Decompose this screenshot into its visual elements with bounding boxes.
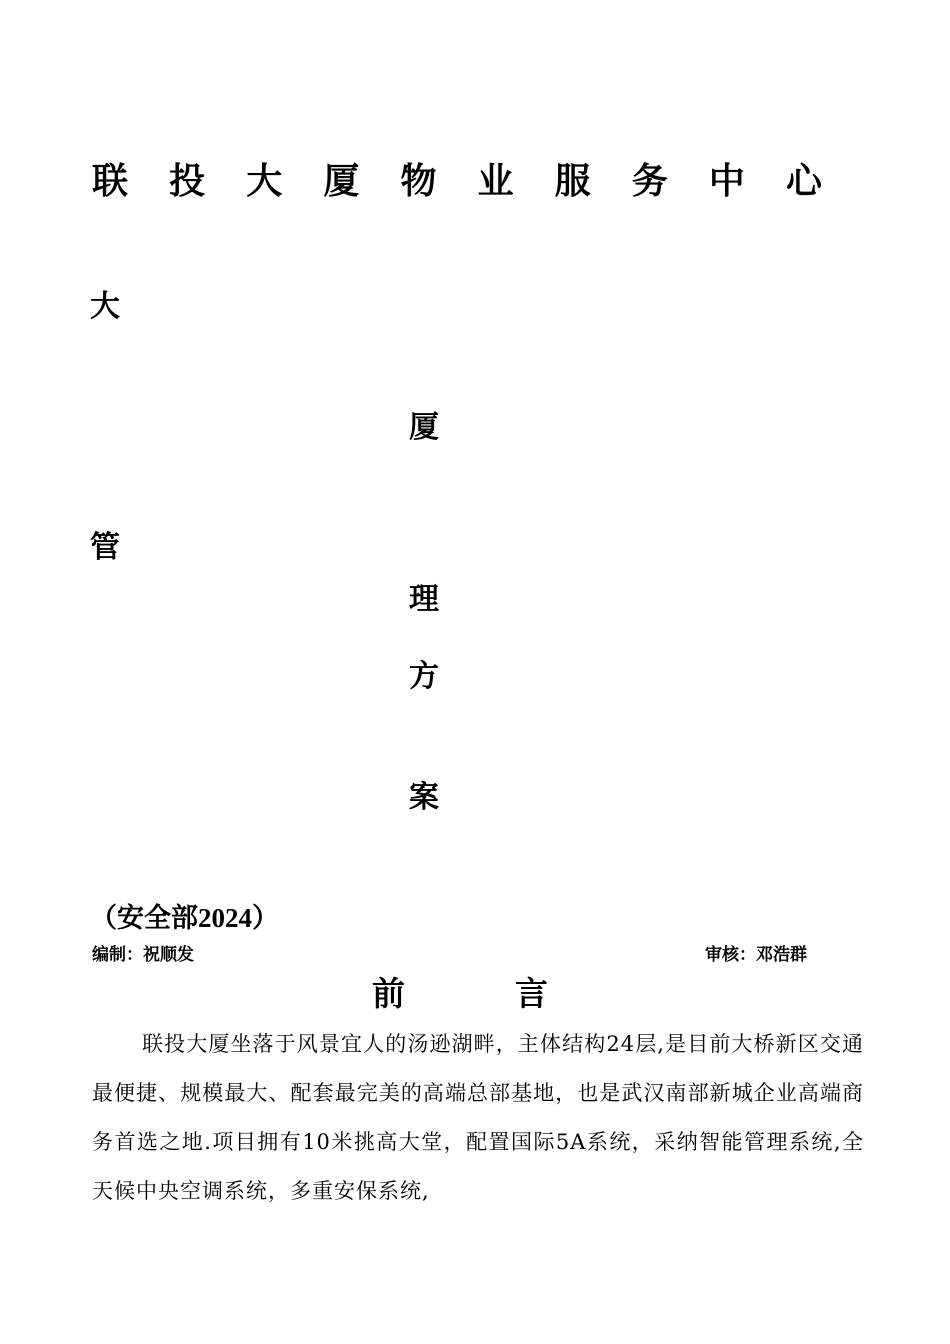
preface-paragraph: 联投大厦坐落于风景宜人的汤逊湖畔，主体结构24层,是目前大桥新区交通最便捷、规模最大、配套最完美的高端总部基地，也是武汉南部新城企业高端商务首选之地.项目拥有10米挑高大堂，配置国际5A系统，采纳智能管理系统,全天候中央空调系统，多重安保系统, [92, 1032, 864, 1203]
preface-heading [372, 970, 548, 1018]
title-char: 大 [246, 160, 283, 202]
preface-heading-char: 言 [515, 974, 548, 1013]
title-char: 联 [92, 160, 129, 202]
title-char: 务 [631, 160, 668, 202]
title-char: 厦 [323, 160, 360, 202]
department-label: （安全部2024） [90, 903, 279, 933]
cover-title [92, 150, 822, 206]
title-char: 业 [477, 160, 514, 202]
cover-center-char: 理 [409, 582, 439, 617]
title-char: 投 [169, 160, 206, 202]
title-char: 中 [708, 160, 745, 202]
cover-center-char: 案 [409, 780, 439, 815]
cover-left-char: 大 [90, 289, 120, 324]
cover-center-char: 厦 [409, 410, 439, 445]
cover-center-char: 方 [409, 659, 439, 694]
reviewer-label: 审核：邓浩群 [705, 945, 807, 965]
cover-left-char: 管 [90, 530, 120, 565]
editor-label: 编制：祝顺发 [92, 945, 194, 965]
title-char: 物 [400, 160, 437, 202]
title-char: 服 [554, 160, 591, 202]
title-char: 心 [785, 160, 822, 202]
preface-heading-char: 前 [372, 974, 405, 1013]
